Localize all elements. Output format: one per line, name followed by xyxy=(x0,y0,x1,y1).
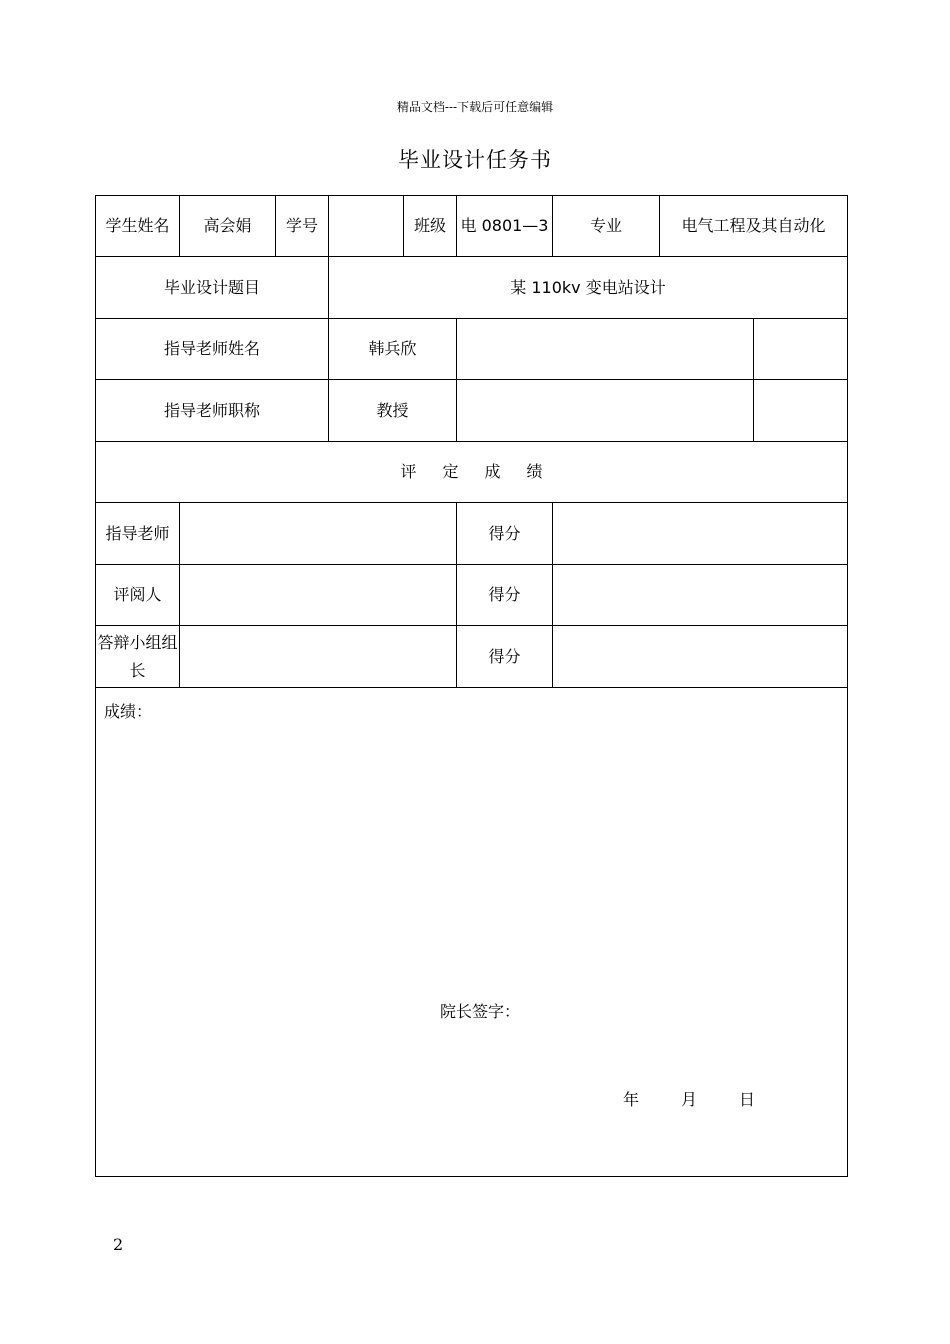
remarks-cell[interactable] xyxy=(96,688,848,1177)
grading-heading-char: 成 xyxy=(484,462,501,481)
grading-row-reviewer xyxy=(96,565,848,626)
dean-signature-label: 院长签字： xyxy=(440,1002,521,1021)
grading-comment-advisor[interactable] xyxy=(180,503,457,565)
task-form-table xyxy=(95,195,848,1177)
advisor-title-row xyxy=(96,380,848,442)
major-value[interactable]: 电气工程及其自动化 xyxy=(660,196,848,257)
advisor-name-value[interactable]: 韩兵欣 xyxy=(329,319,457,380)
date-day-label: 日 xyxy=(739,1090,756,1109)
advisor-title-label: 指导老师职称 xyxy=(96,380,329,442)
score-value-panel-leader[interactable] xyxy=(553,626,848,688)
score-value-advisor[interactable] xyxy=(553,503,848,565)
advisor-extra-cell-2[interactable] xyxy=(754,319,848,380)
student-id-label: 学号 xyxy=(276,196,329,257)
page-title: 毕业设计任务书 xyxy=(398,148,552,172)
grading-heading-char: 评 xyxy=(400,462,417,481)
date-month-label: 月 xyxy=(681,1090,698,1109)
class-value[interactable]: 电 0801—3 xyxy=(457,196,553,257)
grading-comment-panel-leader[interactable] xyxy=(180,626,457,688)
score-label-reviewer: 得分 xyxy=(457,565,553,626)
grading-role-panel-leader: 答辩小组组长 xyxy=(96,626,180,688)
advisor-extra-cell-1[interactable] xyxy=(457,319,754,380)
score-label-advisor: 得分 xyxy=(457,503,553,565)
topic-row xyxy=(96,257,848,319)
remarks-row xyxy=(96,688,848,1177)
score-value-reviewer[interactable] xyxy=(553,565,848,626)
major-label: 专业 xyxy=(553,196,660,257)
grading-heading-row xyxy=(96,442,848,503)
grading-heading-char: 绩 xyxy=(526,462,543,481)
header-note: 精品文档---下载后可任意编辑 xyxy=(396,100,554,114)
grading-comment-reviewer[interactable] xyxy=(180,565,457,626)
advisor-name-row xyxy=(96,319,848,380)
advisor-title-value[interactable]: 教授 xyxy=(329,380,457,442)
grading-row-advisor xyxy=(96,503,848,565)
grading-heading-char: 定 xyxy=(442,462,459,481)
student-name-label: 学生姓名 xyxy=(96,196,180,257)
grading-role-reviewer: 评阅人 xyxy=(96,565,180,626)
advisor-title-extra-cell-2[interactable] xyxy=(754,380,848,442)
grade-label: 成绩： xyxy=(104,702,153,721)
student-id-value[interactable] xyxy=(329,196,404,257)
score-label-panel-leader: 得分 xyxy=(457,626,553,688)
topic-label: 毕业设计题目 xyxy=(96,257,329,319)
advisor-title-extra-cell-1[interactable] xyxy=(457,380,754,442)
page-number: 2 xyxy=(113,1235,124,1254)
grading-role-advisor: 指导老师 xyxy=(96,503,180,565)
date-year-label: 年 xyxy=(623,1090,640,1109)
student-info-row xyxy=(96,196,848,257)
advisor-name-label: 指导老师姓名 xyxy=(96,319,329,380)
grading-heading xyxy=(96,442,848,503)
grading-row-panel-leader xyxy=(96,626,848,688)
date-line xyxy=(623,1086,797,1114)
class-label: 班级 xyxy=(404,196,457,257)
student-name-value[interactable]: 高会娟 xyxy=(180,196,276,257)
topic-value[interactable]: 某 110kv 变电站设计 xyxy=(329,257,848,319)
